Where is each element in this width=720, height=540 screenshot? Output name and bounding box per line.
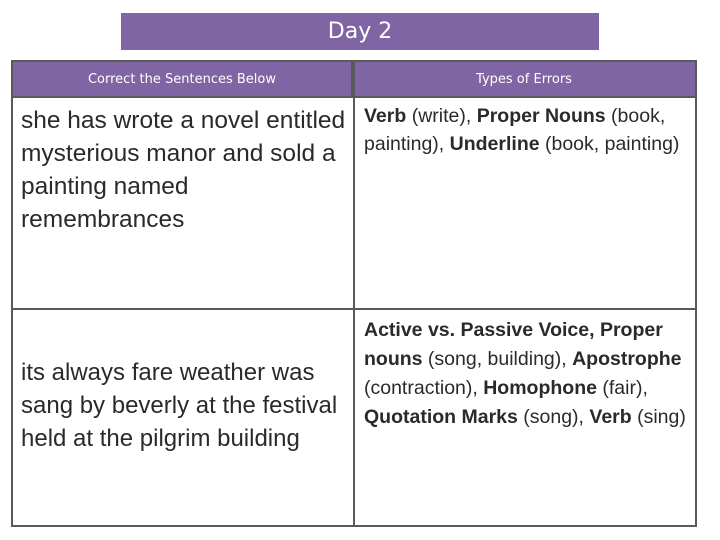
error-1-1-type: Verb: [364, 105, 407, 127]
error-2-3-type: Homophone: [483, 377, 597, 399]
sentence-1: she has wrote a novel entitled mysterious manor and sold a painting named remembrances: [21, 107, 346, 233]
header-right-label: Types of Errors: [476, 71, 572, 87]
column-divider: [353, 62, 355, 525]
error-1-2-type: Proper Nouns: [476, 105, 606, 127]
error-1-2-detail: (book, painting),: [364, 105, 666, 155]
header-types-of-errors: [353, 62, 695, 96]
error-2-5-detail: (sing): [631, 406, 686, 428]
header-correct-sentences: [13, 62, 353, 96]
sentence-2: its always fare weather was sang by beverly at the festival held at the pilgrim building: [21, 359, 338, 452]
errors-table: [11, 60, 697, 527]
header-left-label: Correct the Sentences Below: [87, 71, 277, 87]
slide-title: Day 2: [327, 19, 393, 44]
error-2-4-type: Quotation Marks: [364, 406, 518, 428]
error-1-3-type: Underline: [449, 133, 540, 155]
errors-1: [364, 102, 694, 158]
error-2-2-detail: (contraction),: [364, 377, 484, 399]
slide-title-bar: [121, 13, 599, 50]
errors-2: [364, 316, 694, 432]
error-2-4-detail: (song),: [517, 406, 590, 428]
row-divider: [13, 308, 695, 310]
error-1-3-detail: (book, painting): [539, 133, 680, 155]
error-1-1-detail: (write),: [406, 105, 477, 127]
error-2-1-detail: (song, building),: [422, 348, 573, 370]
error-2-2-type: Apostrophe: [572, 348, 682, 370]
error-2-5-type: Verb: [589, 406, 632, 428]
header-row-divider: [13, 96, 695, 98]
error-2-3-detail: (fair),: [596, 377, 648, 399]
error-2-1-type: Active vs. Passive Voice, Proper nouns: [364, 319, 663, 370]
